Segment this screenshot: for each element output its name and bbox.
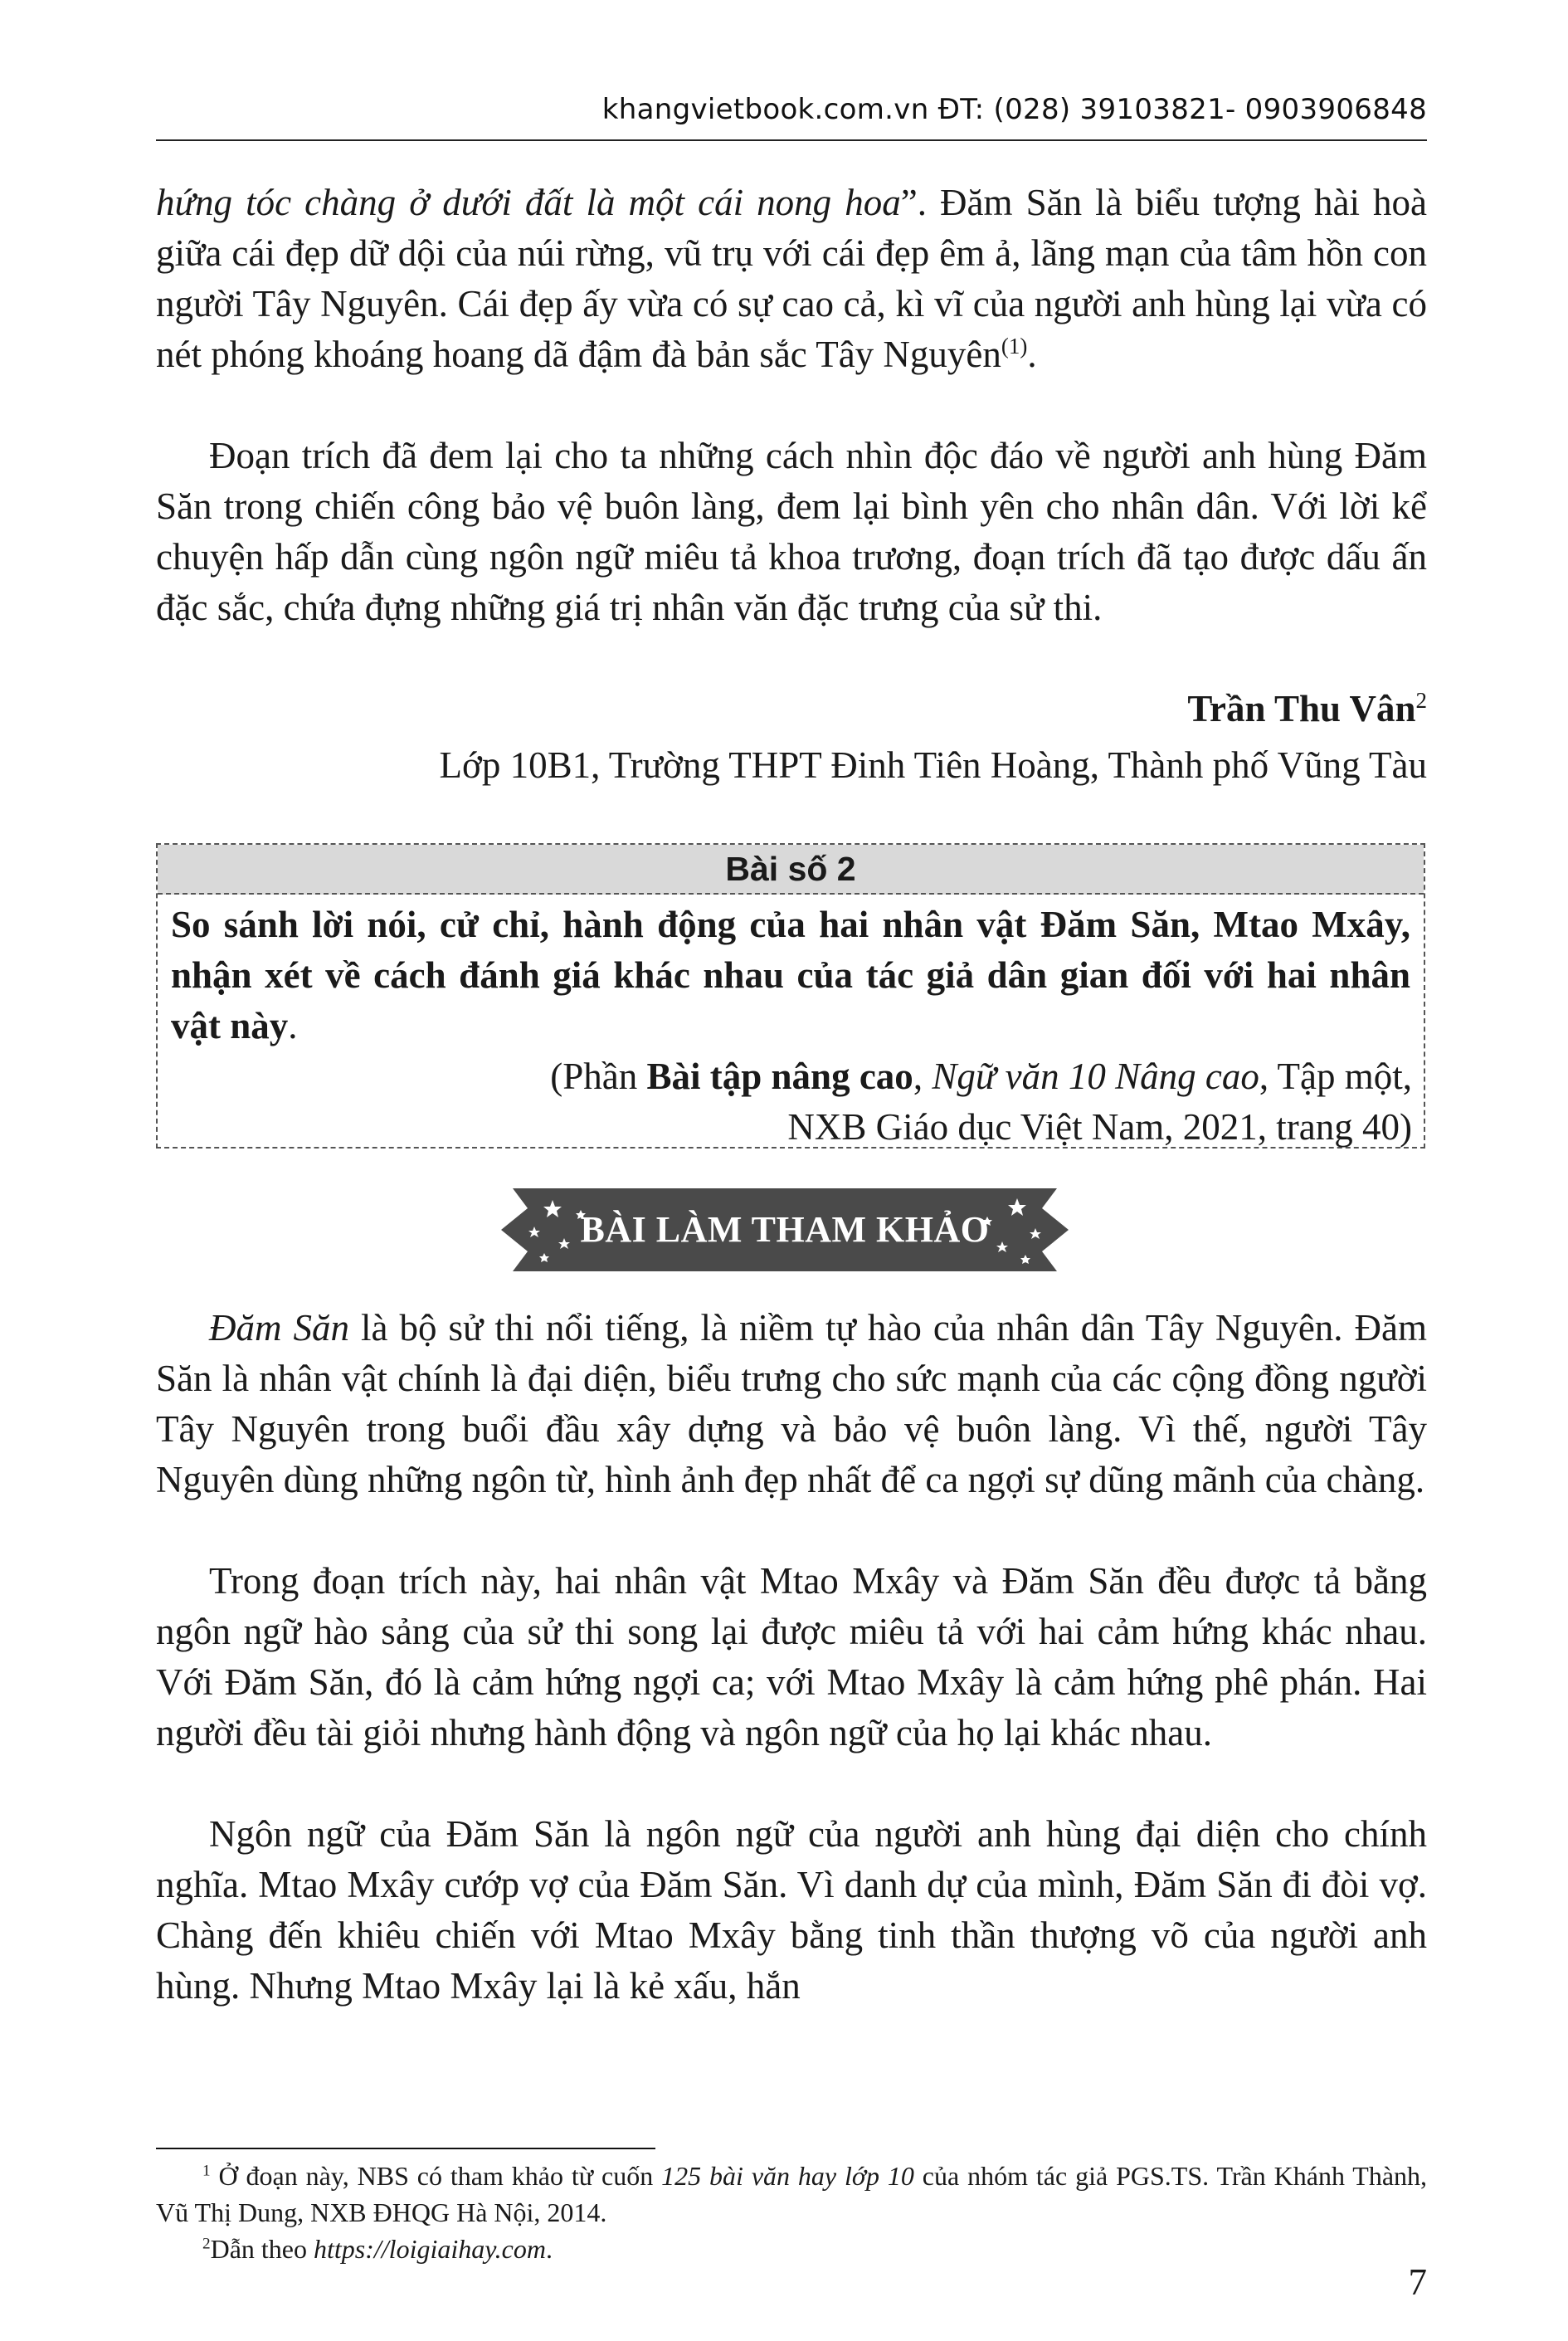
essay2-p1-italic: Đăm Săn: [209, 1307, 349, 1349]
footnote-rule: [156, 2148, 655, 2149]
reference-banner: [494, 1183, 1075, 1276]
exercise-source-open: (Phần: [550, 1056, 647, 1097]
essay1-author-note: 2: [1415, 688, 1427, 713]
header-site: khangvietbook.com.vn: [601, 93, 929, 126]
footnote-1: [156, 2158, 1427, 2231]
footnote-1-mark: 1: [202, 2162, 211, 2180]
essay2-paragraph-1: [156, 1303, 1427, 1505]
essay1-p1-end: .: [1027, 334, 1037, 375]
footnote-2-a: Dẫn theo: [210, 2234, 314, 2264]
footnote-1-a: Ở đoạn này, NBS có tham khảo từ cuốn: [210, 2161, 662, 2191]
essay1-school: Lớp 10B1, Trường THPT Đinh Tiên Hoàng, Thành phố Vũng Tàu: [439, 744, 1427, 786]
exercise-source-line-1: [158, 1051, 1424, 1102]
essay2-p1-rest: là bộ sử thi nổi tiếng, là niềm tự hào của nhân dân Tây Nguyên. Đăm Săn là nhân vật chính là đại diện, biểu trưng cho sức mạnh của các cộng đồng người Tây Nguyên trong buổi đầu xây dựng và bảo vệ buôn làng. Vì thế, người Tây Nguyên dùng những ngôn từ, hình ảnh đẹp nhất để ca ngợi sự dũng mãnh của chàng.: [156, 1307, 1428, 1500]
header-rule: [156, 139, 1427, 141]
essay1-author-name: Trần Thu Vân: [1187, 688, 1416, 729]
footnote-1-b: của nhóm tác giả PGS.TS. Trần Khánh Thành, Vũ Thị Dung, NXB ĐHQG Hà Nội, 2014.: [156, 2161, 1428, 2227]
page-header: [156, 93, 1427, 126]
exercise-title: Bài số 2: [158, 845, 1424, 895]
exercise-box: [156, 843, 1425, 1149]
footnotes: [156, 2158, 1427, 2267]
essay1-author: [156, 684, 1427, 734]
essay1-paragraph-2: Đoạn trích đã đem lại cho ta những cách nhìn độc đáo về người anh hùng Đăm Săn trong chiến công bảo vệ buôn làng, đem lại bình yên cho nhân dân. Với lời kể chuyện hấp dẫn cùng ngôn ngữ miêu tả khoa trương, đoạn trích đã tạo được dấu ấn đặc sắc, chứa đựng những giá trị nhân văn đặc trưng của sử thi.: [156, 435, 1427, 628]
exercise-source-sep: ,: [913, 1056, 933, 1097]
essay1-p1-rest: ”. Đăm Săn là biểu tượng hài hoà giữa cái đẹp dữ dội của núi rừng, vũ trụ với cái đẹp êm ả, lãng mạn của tâm hồn con người Tây Nguyên. Cái đẹp ấy vừa có sự cao cả, kì vĩ của người anh hùng lại vừa có nét phóng khoáng hoang dã đậm đà bản sắc Tây Nguyên: [156, 182, 1427, 375]
exercise-source-line1-end: , Tập một,: [1259, 1056, 1412, 1097]
essay1-p1-note: (1): [1001, 334, 1028, 358]
essay2-paragraph-2: Trong đoạn trích này, hai nhân vật Mtao Mxây và Đăm Săn đều được tả bằng ngôn ngữ hào sảng của sử thi song lại được miêu tả với hai cảm hứng khác nhau. Với Đăm Săn, đó là cảm hứng ngợi ca; với Mtao Mxây là cảm hứng phê phán. Hai người đều tài giỏi nhưng hành động và ngôn ngữ của họ lại khác nhau.: [156, 1560, 1427, 1753]
banner-label: BÀI LÀM THAM KHẢO: [580, 1209, 990, 1250]
essay1-paragraph-1: [156, 178, 1427, 380]
essay2-paragraph-3: Ngôn ngữ của Đăm Săn là ngôn ngữ của người anh hùng đại diện cho chính nghĩa. Mtao Mxây cướp vợ của Đăm Săn. Vì danh dự của mình, Đăm Săn đi đòi vợ. Chàng đến khiêu chiến với Mtao Mxây bằng tinh thần thượng võ của người anh hùng. Nhưng Mtao Mxây lại là kẻ xấu, hắn: [156, 1813, 1427, 2007]
exercise-source-italic: Ngữ văn 10 Nâng cao: [932, 1056, 1259, 1097]
exercise-prompt: [158, 895, 1424, 1051]
footnote-2-link: https://loigiaihay.com: [314, 2234, 546, 2264]
footnote-2-b: .: [545, 2234, 553, 2264]
header-phones: (028) 39103821- 0903906848: [993, 93, 1427, 126]
footnote-2: [156, 2231, 1427, 2267]
exercise-source-line-2: NXB Giáo dục Việt Nam, 2021, trang 40): [787, 1106, 1412, 1148]
exercise-prompt-text: So sánh lời nói, cử chỉ, hành động của hai nhân vật Đăm Săn, Mtao Mxây, nhận xét về cách đánh giá khác nhau của tác giả dân gian đối với hai nhân vật này: [171, 904, 1410, 1046]
footnote-2-mark: 2: [202, 2235, 211, 2253]
footnote-1-italic: 125 bài văn hay lớp 10: [661, 2161, 914, 2191]
exercise-source-bold: Bài tập nâng cao: [646, 1056, 913, 1097]
page-number: 7: [1408, 2261, 1427, 2303]
essay1-p1-italic: hứng tóc chàng ở dưới đất là một cái nong hoa: [156, 182, 901, 223]
header-phone-label: ĐT:: [937, 93, 985, 126]
exercise-prompt-end: .: [288, 1005, 298, 1046]
